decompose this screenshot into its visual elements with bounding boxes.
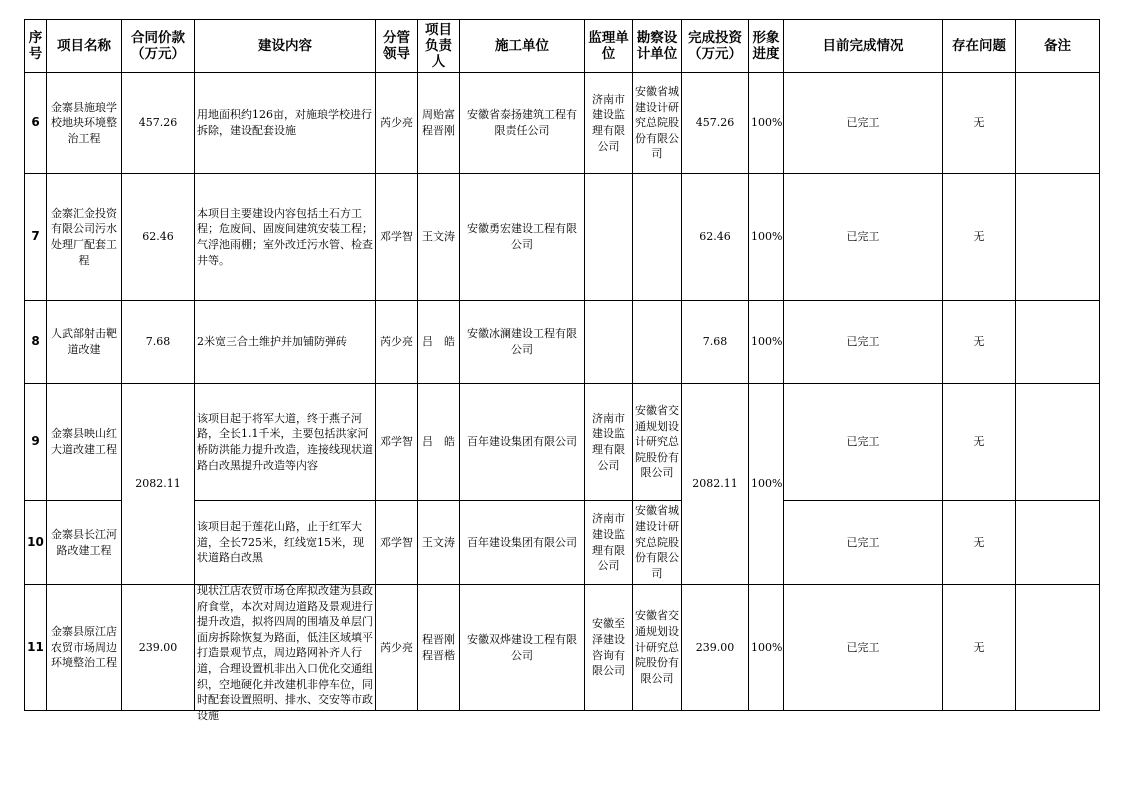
- row-progress: 100%: [749, 73, 784, 174]
- row-designer: [633, 174, 682, 301]
- header-manager: 项目负责人: [418, 20, 460, 73]
- header-issue: 存在问题: [943, 20, 1016, 73]
- row-content: 该项目起于莲花山路，止于红军大道，全长725米，红线宽15米，现状道路白改黑: [195, 501, 376, 585]
- row-builder: 百年建设集团有限公司: [460, 384, 585, 501]
- table-row: [25, 585, 1100, 711]
- row-seq: 6: [25, 73, 47, 174]
- header-name: 项目名称: [47, 20, 122, 73]
- header-leader: 分管领导: [376, 20, 418, 73]
- row-invest: 239.00: [682, 585, 749, 711]
- row-content-text: 现状江店农贸市场仓库拟改建为县政府食堂，本次对周边道路及景观进行提升改造，拟将四周的围墙及单层门面房拆除恢复为路面，低洼区域填平打造景观节点，周边路网补齐人行道，合理设置机非出入口优化交通组织，空地硬化并改建机非停车位，同时配套设置照明、排水、交安等市政设施: [197, 584, 373, 722]
- row-manager: 王文涛: [418, 501, 460, 585]
- row-builder: 安徽冰澜建设工程有限公司: [460, 301, 585, 384]
- row-seq: 9: [25, 384, 47, 501]
- row-designer: 安徽省城建设计研究总院股份有限公司: [633, 501, 682, 585]
- row-builder: 百年建设集团有限公司: [460, 501, 585, 585]
- row-issue: 无: [943, 174, 1016, 301]
- row-progress: 100%: [749, 174, 784, 301]
- header-seq: 序号: [25, 20, 47, 73]
- row-status: 已完工: [784, 585, 943, 711]
- row-progress: 100%: [749, 384, 784, 585]
- row-leader: 邓学智: [376, 384, 418, 501]
- row-project-name: 金寨县映山红大道改建工程: [47, 384, 122, 501]
- row-supervisor: 安徽至泽建设咨询有限公司: [585, 585, 633, 711]
- header-status: 目前完成情况: [784, 20, 943, 73]
- row-supervisor: 济南市建设监理有限公司: [585, 384, 633, 501]
- row-invest: 457.26: [682, 73, 749, 174]
- row-contract-amount: 2082.11: [122, 384, 195, 585]
- row-designer: [633, 301, 682, 384]
- row-seq: 7: [25, 174, 47, 301]
- row-contract-amount: 62.46: [122, 174, 195, 301]
- row-content: 本项目主要建设内容包括土石方工程；危废间、固废间建筑安装工程；气浮池雨棚；室外改迁污水管、检查井等。: [195, 174, 376, 301]
- row-project-name: 金寨县长江河路改建工程: [47, 501, 122, 585]
- header-contract: 合同价款（万元）: [122, 20, 195, 73]
- table-row: [25, 301, 1100, 384]
- row-note: [1016, 301, 1100, 384]
- row-content: 用地面积约126亩，对施琅学校进行拆除，建设配套设施: [195, 73, 376, 174]
- row-invest: 7.68: [682, 301, 749, 384]
- row-supervisor: [585, 174, 633, 301]
- row-contract-amount: 457.26: [122, 73, 195, 174]
- row-issue: 无: [943, 501, 1016, 585]
- row-project-name: 金寨县施琅学校地块环境整治工程: [47, 73, 122, 174]
- row-manager: 周贻富程晋刚: [418, 73, 460, 174]
- row-builder: 安徽双烨建设工程有限公司: [460, 585, 585, 711]
- row-issue: 无: [943, 301, 1016, 384]
- row-status: 已完工: [784, 73, 943, 174]
- row-status: 已完工: [784, 384, 943, 501]
- header-invest: 完成投资（万元）: [682, 20, 749, 73]
- row-contract-amount: 239.00: [122, 585, 195, 711]
- header-progress: 形象进度: [749, 20, 784, 73]
- row-note: [1016, 73, 1100, 174]
- row-status: 已完工: [784, 174, 943, 301]
- row-leader: 芮少亮: [376, 73, 418, 174]
- row-designer: 安徽省交通规划设计研究总院股份有限公司: [633, 384, 682, 501]
- row-seq: 8: [25, 301, 47, 384]
- header-supervisor: 监理单位: [585, 20, 633, 73]
- row-leader: 邓学智: [376, 501, 418, 585]
- row-progress: 100%: [749, 585, 784, 711]
- row-seq: 10: [25, 501, 47, 585]
- row-manager: 吕 皓: [418, 384, 460, 501]
- row-progress: 100%: [749, 301, 784, 384]
- row-project-name: 金寨汇金投资有限公司污水处理厂配套工程: [47, 174, 122, 301]
- row-content: [195, 584, 376, 722]
- row-status: 已完工: [784, 501, 943, 585]
- row-issue: 无: [943, 384, 1016, 501]
- row-supervisor: [585, 301, 633, 384]
- row-manager: 吕 皓: [418, 301, 460, 384]
- row-supervisor: 济南市建设监理有限公司: [585, 73, 633, 174]
- row-issue: 无: [943, 73, 1016, 174]
- row-invest: 2082.11: [682, 384, 749, 585]
- header-row: [25, 20, 1100, 73]
- row-content: 该项目起于将军大道，终于燕子河路，全长1.1千米，主要包括洪家河桥防洪能力提升改造，连接线现状道路白改黑提升改造等内容: [195, 384, 376, 501]
- header-content: 建设内容: [195, 20, 376, 73]
- row-designer: 安徽省交通规划设计研究总院股份有限公司: [633, 585, 682, 711]
- row-project-name: 人武部射击靶道改建: [47, 301, 122, 384]
- row-manager: 王文涛: [418, 174, 460, 301]
- row-invest: 62.46: [682, 174, 749, 301]
- row-note: [1016, 384, 1100, 501]
- row-leader: 邓学智: [376, 174, 418, 301]
- row-project-name: 金寨县原江店农贸市场周边环境整治工程: [47, 585, 122, 711]
- row-seq: 11: [25, 585, 47, 711]
- row-contract-amount: 7.68: [122, 301, 195, 384]
- row-designer: 安徽省城建设计研究总院股份有限公司: [633, 73, 682, 174]
- row-leader: 芮少亮: [376, 585, 418, 711]
- row-builder: 安徽省泰扬建筑工程有限责任公司: [460, 73, 585, 174]
- header-designer: 勘察设计单位: [633, 20, 682, 73]
- row-manager: 程晋刚程晋楷: [418, 585, 460, 711]
- row-leader: 芮少亮: [376, 301, 418, 384]
- row-builder: 安徽勇宏建设工程有限公司: [460, 174, 585, 301]
- row-supervisor: 济南市建设监理有限公司: [585, 501, 633, 585]
- table-row: [25, 174, 1100, 301]
- row-issue: 无: [943, 585, 1016, 711]
- row-content: 2米宽三合土维护并加铺防弹砖: [195, 301, 376, 384]
- table-row: [25, 73, 1100, 174]
- header-builder: 施工单位: [460, 20, 585, 73]
- table-row: [25, 384, 1100, 501]
- row-status: 已完工: [784, 301, 943, 384]
- row-note: [1016, 585, 1100, 711]
- row-note: [1016, 501, 1100, 585]
- project-table: [24, 19, 1100, 722]
- header-note: 备注: [1016, 20, 1100, 73]
- row-note: [1016, 174, 1100, 301]
